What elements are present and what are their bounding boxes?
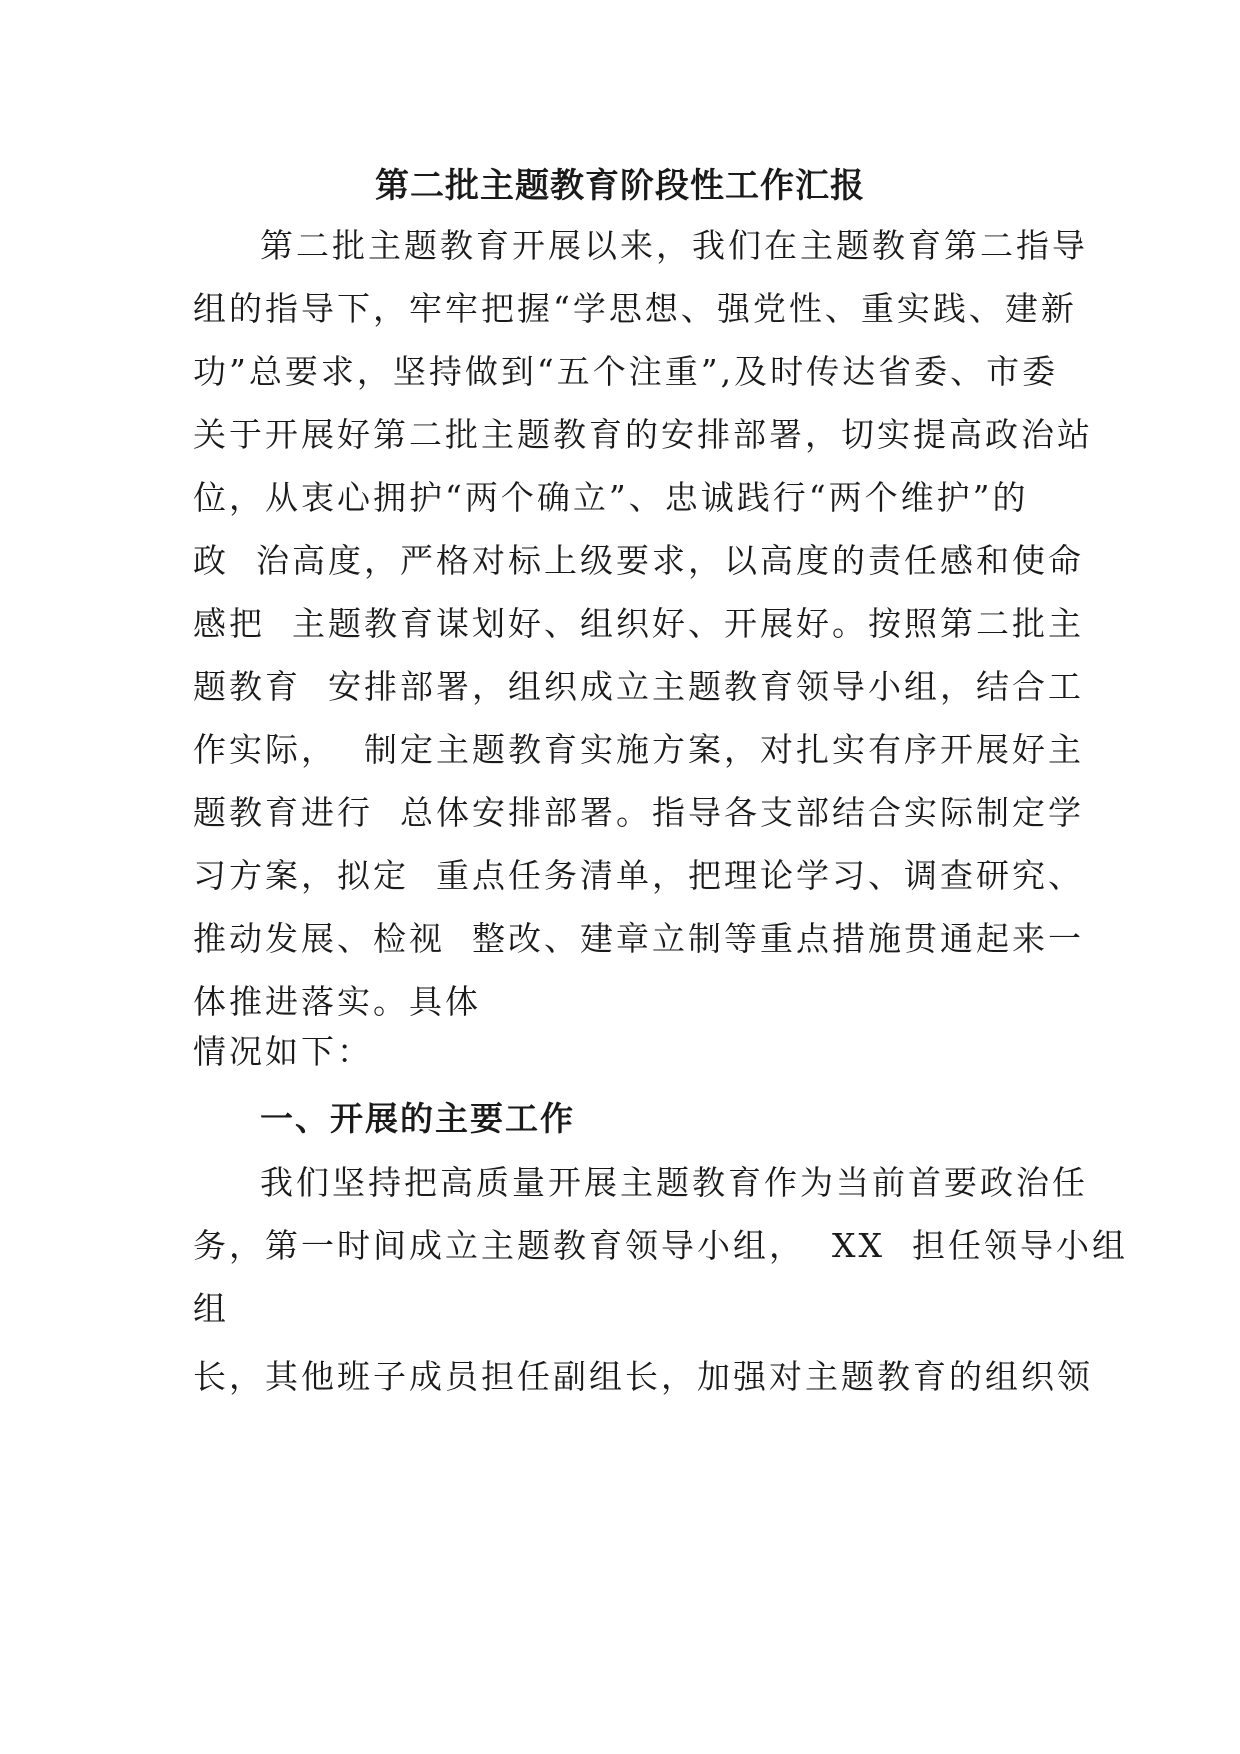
section-heading: 一、开展的主要工作 (260, 1099, 575, 1138)
paragraph-line: 关于开展好第二批主题教育的安排部署，切实提高政治站 (193, 415, 1093, 454)
paragraph-line: 第二批主题教育开展以来，我们在主题教育第二指导 (260, 226, 1088, 265)
paragraph-line: 政 治高度，严格对标上级要求，以高度的责任感和使命 (193, 541, 1084, 580)
paragraph-line: 务，第一时间成立主题教育领导小组， XX 担任领导小组 (193, 1226, 1128, 1265)
paragraph-line: 作实际， 制定主题教育实施方案，对扎实有序开展好主 (193, 730, 1084, 769)
paragraph-line: 功”总要求，坚持做到“五个注重”,及时传达省委、市委 (193, 352, 1059, 391)
paragraph-line: 体推进落实。具体 (193, 982, 481, 1021)
paragraph-line: 位，从衷心拥护“两个确立”、忠诚践行“两个维护”的 (193, 478, 1029, 517)
paragraph-line: 情况如下： (193, 1032, 373, 1071)
paragraph-line: 长，其他班子成员担任副组长，加强对主题教育的组织领 (193, 1357, 1093, 1396)
paragraph-line: 题教育 安排部署，组织成立主题教育领导小组，结合工 (193, 667, 1084, 706)
document-title: 第二批主题教育阶段性工作汇报 (375, 166, 865, 206)
paragraph-line: 我们坚持把高质量开展主题教育作为当前首要政治任 (260, 1163, 1088, 1202)
paragraph-line: 组 (193, 1289, 229, 1328)
paragraph-line: 组的指导下，牢牢把握“学思想、强党性、重实践、建新 (193, 289, 1077, 328)
paragraph-line: 推动发展、检视 整改、建章立制等重点措施贯通起来一 (193, 919, 1084, 958)
paragraph-line: 题教育进行 总体安排部署。指导各支部结合实际制定学 (193, 793, 1084, 832)
paragraph-line: 习方案，拟定 重点任务清单，把理论学习、调查研究、 (193, 856, 1084, 895)
paragraph-line: 感把 主题教育谋划好、组织好、开展好。按照第二批主 (193, 604, 1084, 643)
